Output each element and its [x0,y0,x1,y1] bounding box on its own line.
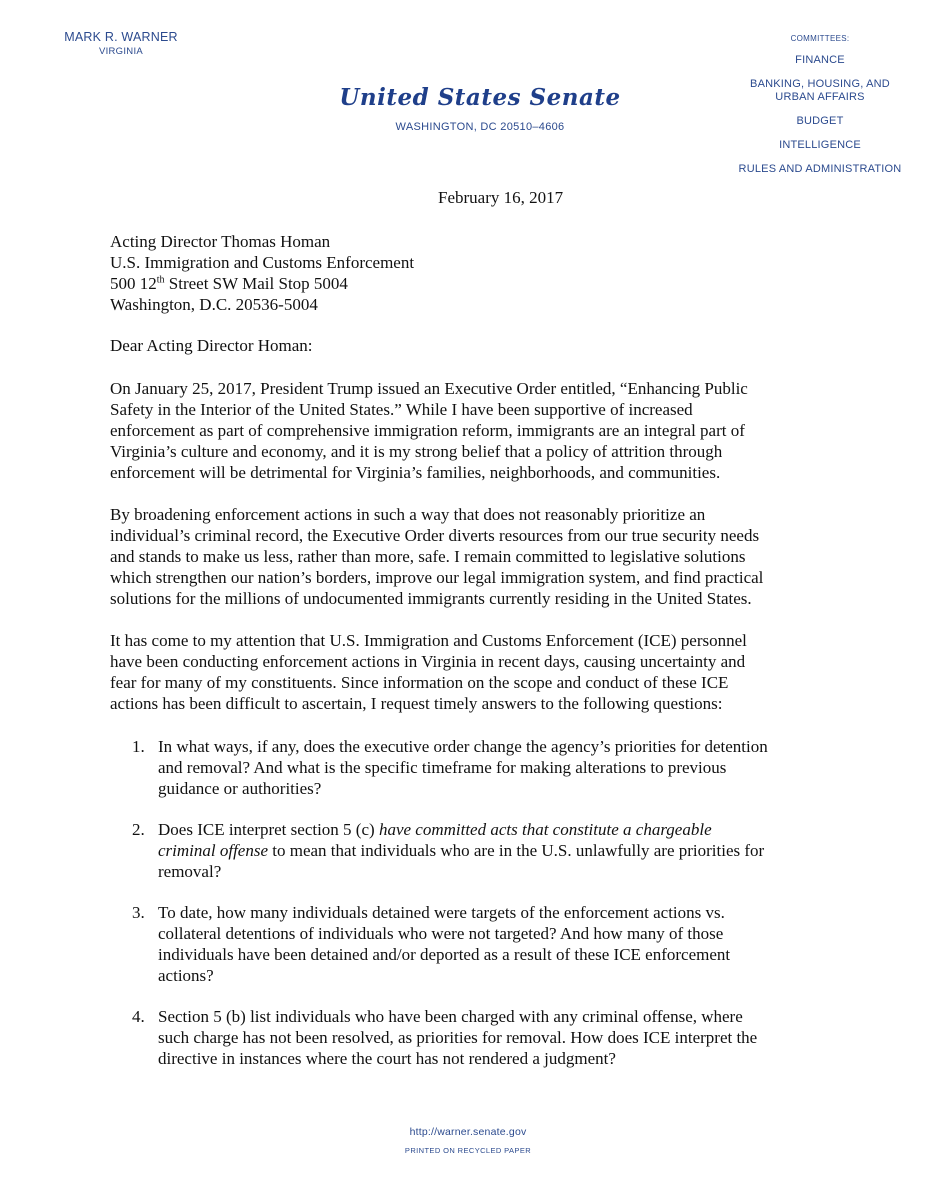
text-line: actions? [158,966,214,985]
recycled-paper-note: PRINTED ON RECYCLED PAPER [404,1146,532,1155]
text-line: individual’s criminal record, the Executive Order diverts resources from our true security needs [110,526,760,545]
text-line: fear for many of my constituents. Since information on the scope and conduct of these ICE [110,673,729,692]
text-line: directive in instances where the court has not rendered a judgment? [158,1049,616,1068]
committees-list [720,34,920,176]
question-2 [132,819,832,882]
salutation: Dear Acting Director Homan: [110,336,313,355]
street-name: Street SW Mail Stop 5004 [164,274,348,293]
italic-quote: criminal offense [158,841,269,860]
recipient-name: Acting Director Thomas Homan [110,232,331,251]
recipient-city: Washington, D.C. 20536-5004 [110,295,318,314]
text-line [158,840,832,861]
text-line: and removal? And what is the specific timeframe for making alterations to previous [158,758,727,777]
senator-state: VIRGINIA [98,46,144,57]
text-line: On January 25, 2017, President Trump issued an Executive Order entitled, “Enhancing Public [110,379,748,398]
committees-heading: COMMITTEES: [790,34,850,43]
committee-line: RULES AND ADMINISTRATION [738,163,902,175]
text-line [158,819,832,840]
text-line: guidance or authorities? [158,779,322,798]
text-segment: to mean that individuals who are in the U.S. unlawfully are priorities for [268,841,765,860]
text-line: removal? [158,862,222,881]
footer [318,1126,618,1155]
text-line: collateral detentions of individuals who were not targeted? And how many of those [158,924,724,943]
question-3 [132,902,832,986]
text-line: Virginia’s culture and economy, and it is my strong belief that a policy of attrition through [110,442,723,461]
text-line: By broadening enforcement actions in such a way that does not reasonably prioritize an [110,505,706,524]
question-number: 3. [132,903,145,922]
letter-date: February 16, 2017 [438,188,564,207]
recipient-street [110,273,414,294]
question-number: 1. [132,737,145,756]
text-line: To date, how many individuals detained were targets of the enforcement actions vs. [158,903,725,922]
text-line: actions has been difficult to ascertain, I request timely answers to the following questions: [110,694,723,713]
senate-address: WASHINGTON, DC 20510–4606 [395,121,565,133]
senator-block [56,30,186,57]
text-line: Safety in the Interior of the United States.” While I have been supportive of increased [110,400,693,419]
question-body [158,736,832,799]
committee-banking [720,78,920,104]
paragraph-executive-order [110,378,830,483]
text-line: such charge has not been resolved, as priorities for removal. How does ICE interpret the [158,1028,758,1047]
senator-name: MARK R. WARNER [64,30,178,44]
text-line: It has come to my attention that U.S. Immigration and Customs Enforcement (ICE) personnel [110,631,747,650]
text-line: In what ways, if any, does the executive order change the agency’s priorities for detention [158,737,768,756]
question-body [158,819,832,882]
text-line: enforcement will be detrimental for Virginia’s families, neighborhoods, and communities. [110,463,721,482]
text-line: enforcement as part of comprehensive immigration reform, immigrants are an integral part of [110,421,745,440]
recipient-agency: U.S. Immigration and Customs Enforcement [110,253,415,272]
question-1 [132,736,832,799]
question-body [158,1006,832,1069]
recipient-address [110,231,414,315]
committee-line: INTELLIGENCE [779,139,861,151]
committee-rules [720,163,920,176]
committee-line: BANKING, HOUSING, AND [750,78,890,90]
question-4 [132,1006,832,1069]
street-ordinal: th [156,274,165,286]
text-line: which strengthen our nation’s borders, improve our legal immigration system, and find practical [110,568,764,587]
committee-line: FINANCE [795,54,845,66]
text-line: and stands to make us less, rather than more, safe. I remain committed to legislative solutions [110,547,746,566]
paragraph-enforcement-concerns [110,504,830,609]
footer-url: http://warner.senate.gov [409,1126,527,1138]
street-number: 500 12 [110,274,157,293]
committee-finance [720,54,920,67]
question-body [158,902,832,986]
committee-intelligence [720,139,920,152]
question-number: 2. [132,820,145,839]
paragraph-request [110,630,830,714]
senate-title: United States Senate [339,84,621,111]
question-number: 4. [132,1007,145,1026]
text-line: Section 5 (b) list individuals who have been charged with any criminal offense, where [158,1007,743,1026]
text-segment: Does ICE interpret section 5 (c) [158,820,379,839]
italic-quote: have committed acts that constitute a chargeable [378,820,712,839]
senate-header [300,84,660,133]
text-line: have been conducting enforcement actions in Virginia in recent days, causing uncertainty and [110,652,746,671]
committee-budget [720,115,920,128]
text-line: individuals have been detained and/or deported as a result of these ICE enforcement [158,945,731,964]
committee-line: URBAN AFFAIRS [775,91,865,103]
text-line: solutions for the millions of undocumented immigrants currently residing in the United States. [110,589,752,608]
committee-line: BUDGET [796,115,844,127]
